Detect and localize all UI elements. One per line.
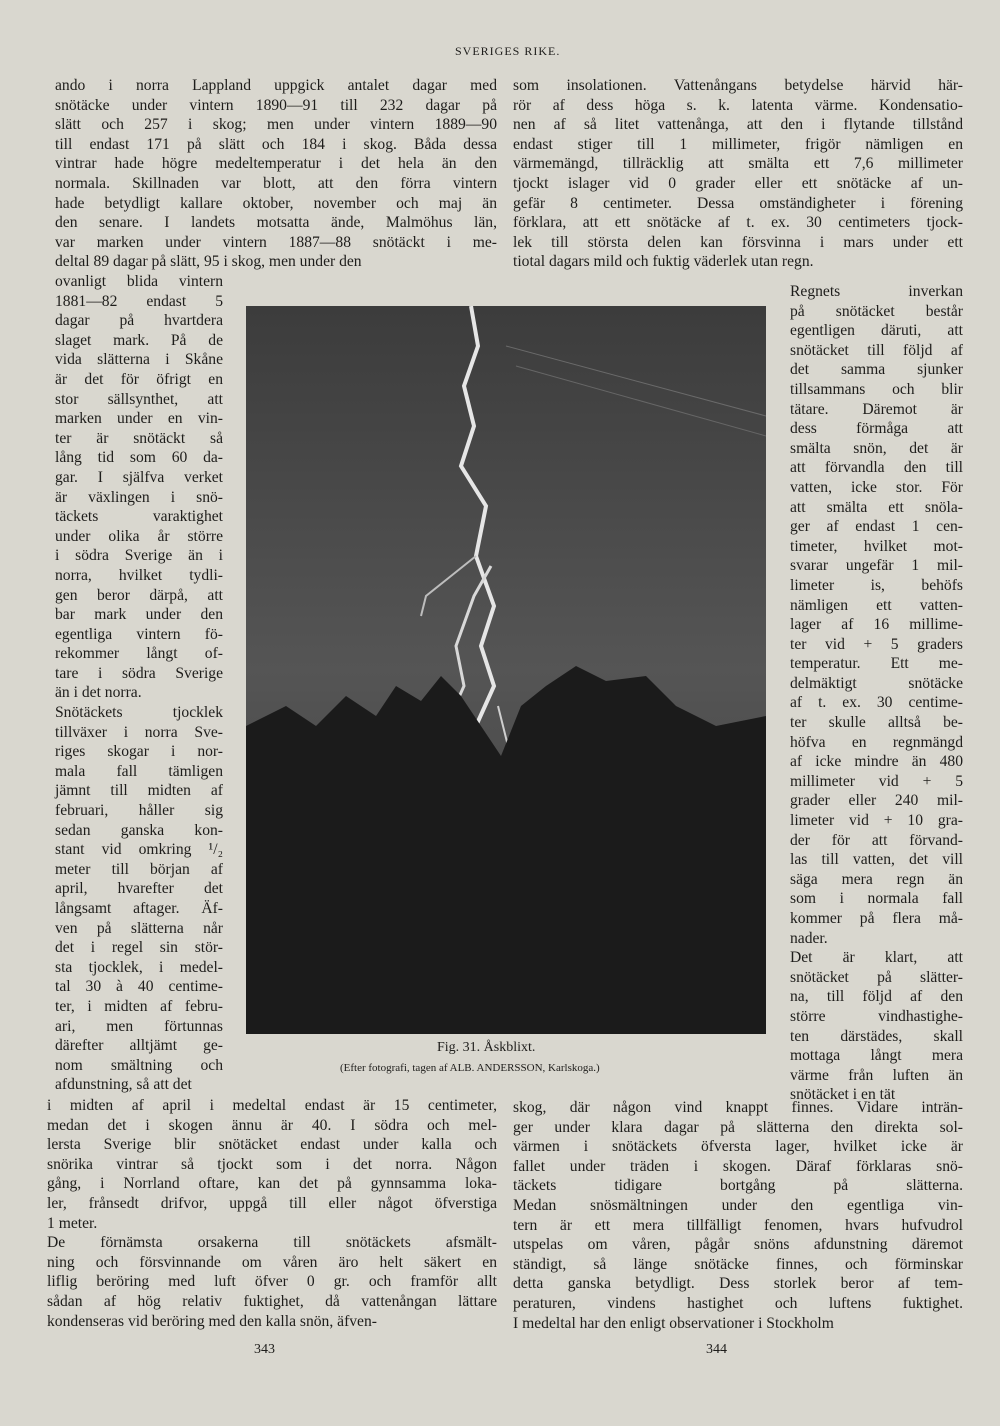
text-line: ovanligt blida vintern: [55, 273, 223, 290]
text-line: tare i södra Sverige: [55, 664, 223, 682]
text-line: kommer på flera må-: [790, 910, 963, 927]
text-line: nämligen ett vatten-: [790, 596, 963, 614]
text-line: Det är klart, att: [790, 949, 963, 967]
text-line: ten därstädes, skall: [790, 1027, 963, 1045]
left-column-bottom: [47, 1096, 497, 1331]
text-line: vatten, icke stor. För: [790, 478, 963, 496]
text-line: nen af så litet vattenånga, att den i flytande tillstånd: [513, 116, 963, 134]
text-line: af icke mindre än 480: [790, 753, 963, 771]
text-line: nader.: [790, 929, 828, 947]
text-line: sta tjocklek, i medel-: [55, 958, 223, 976]
text-line: ler, frånsedt drifvor, uppgå till eller något öfverstiga: [47, 1194, 497, 1212]
text-line: peraturen, vindens hastighet och luftens fuktighet.: [513, 1294, 963, 1312]
text-line: Medan snösmältningen under den egentliga vin-: [513, 1196, 963, 1214]
text-line: snötäcke under vintern 1890—91 till 232 dagar på: [55, 96, 497, 114]
text-line: De förnämsta orsakerna till snötäckets afsmält-: [47, 1234, 497, 1252]
text-line: det i regel sin stör-: [55, 939, 223, 957]
text-line: på snötäcket består: [790, 302, 963, 320]
text-line: Snötäckets tjocklek: [55, 704, 223, 722]
text-line: af t. ex. 30 centime-: [790, 694, 963, 712]
text-line: gen beror därpå, att: [55, 586, 223, 604]
text-line: tillväxer i norra Sve-: [55, 723, 223, 741]
page-number-right: 344: [706, 1342, 727, 1357]
text-line: april, hvarefter det: [55, 880, 223, 898]
text-line: att förvandla den till: [790, 459, 963, 477]
text-line: i midten af april i medeltal endast är 15 centimeter,: [47, 1097, 497, 1114]
text-line: snörika vintrar så tjockt som i det norra. Någon: [47, 1155, 497, 1173]
text-line: är det för öfrigt en: [55, 370, 223, 388]
text-line: ven på slätterna når: [55, 919, 223, 937]
text-line: långsamt aftager. Äf-: [55, 900, 223, 917]
text-line: lek till största delen kan försvinna i mars under ett: [513, 233, 963, 251]
text-line: dess förmåga att: [790, 420, 963, 438]
text-line: jämnt till midten af: [55, 782, 223, 800]
text-line: grader eller 240 mil-: [790, 792, 963, 810]
text-line: egentliga vintern fö-: [55, 625, 223, 643]
text-line: 1881—82 endast 5: [55, 292, 223, 310]
text-line: snötäcket i en tät: [790, 1086, 896, 1104]
text-line: temperatur. Ett me-: [790, 655, 963, 673]
text-line: utspelas om våren, pågår snöns afdunstning däremot: [513, 1236, 963, 1254]
text-line: värmen i snötäckets öfversta lager, hvilket icke är: [513, 1138, 963, 1156]
right-column-bottom: [513, 1098, 963, 1333]
text-line: gefär 8 centimeter. Dessa omständigheter i förening: [513, 194, 963, 212]
text-line: är växlingen i snö-: [55, 488, 223, 506]
text-line: ari, men förtunnas: [55, 1017, 223, 1035]
text-line: norra, hvilket tydli-: [55, 566, 223, 584]
text-line: dagar på hvartdera: [55, 312, 223, 330]
text-line: ter, i midten af febru-: [55, 997, 223, 1015]
text-line: marken under en vin-: [55, 410, 223, 428]
text-line: sådan af hög relativ fuktighet, då vattenångan lättare: [47, 1292, 497, 1310]
text-line: mala fall tämligen: [55, 762, 223, 780]
lightning-photograph: [246, 306, 766, 1034]
text-line: skog, där någon vind knappt finnes. Vidare inträn-: [513, 1099, 963, 1116]
text-line: deltal 89 dagar på slätt, 95 i skog, men under den: [55, 253, 362, 271]
text-line: ständigt, så länge snötäcke finnes, och förminskar: [513, 1255, 963, 1273]
text-line: var marken under vintern 1887—88 snötäckt i me-: [55, 233, 497, 251]
page-number-left: 343: [254, 1342, 275, 1357]
text-line: än i det norra.: [55, 684, 142, 702]
text-line: kondenseras vid beröring med den kalla snön, äfven-: [47, 1312, 377, 1330]
text-line: liflig beröring med luft öfver 0 gr. och framför allt: [47, 1273, 497, 1291]
text-line: timeter, hvilket mot-: [790, 537, 963, 555]
text-line: limeter vid + 10 gra-: [790, 812, 963, 830]
text-line: ter skulle alltså be-: [790, 714, 963, 732]
text-line: gång, i Norrland oftare, kan det på gynnsamma loka-: [47, 1175, 497, 1193]
text-line: att smälta ett snöla-: [790, 498, 963, 516]
figure-caption: Fig. 31. Åskblixt.: [437, 1040, 536, 1055]
text-line: na, till följd af den: [790, 988, 963, 1006]
text-line: sedan ganska kon-: [55, 821, 223, 839]
text-line: nom smältning och: [55, 1056, 223, 1074]
text-line: meter till början af: [55, 860, 223, 878]
text-line: mottaga långt mera: [790, 1047, 963, 1065]
figure-credit: (Efter fotografi, tagen af ALB. ANDERSSON, Karlskoga.): [340, 1062, 600, 1074]
text-line: delmäktigt snötäcke: [790, 674, 963, 692]
text-line: tjockt islager vid 0 grader eller ett snötäcke af un-: [513, 174, 963, 192]
text-line: stant vid omkring ¹/₂: [55, 841, 223, 859]
text-line: därefter alltjämt ge-: [55, 1037, 223, 1055]
text-line: ger af endast 1 cen-: [790, 518, 963, 536]
text-line: 1 meter.: [47, 1214, 98, 1232]
text-line: endast stiger till 1 millimeter, frigör nämligen en: [513, 135, 963, 153]
text-line: detta ganska betydligt. Dess storlek beror af tem-: [513, 1275, 963, 1293]
text-line: som insolationen. Vattenångans betydelse härvid här-: [513, 77, 963, 94]
left-column-narrow: [55, 272, 223, 1095]
text-line: ter är snötäckt så: [55, 429, 223, 447]
text-line: limeter is, behöfs: [790, 576, 963, 594]
text-line: I medeltal har den enligt observationer i Stockholm: [513, 1314, 834, 1332]
text-line: tiotal dagars mild och fuktig väderlek utan regn.: [513, 253, 814, 271]
text-line: vida slätterna i Skåne: [55, 351, 223, 369]
text-line: större vindhastighe-: [790, 1007, 963, 1025]
text-line: medan det i skogen ännu är 40. I södra och mel-: [47, 1116, 497, 1134]
text-line: förklara, att ett snötäcke af t. ex. 30 centimeters tjock-: [513, 214, 963, 232]
text-line: smälta snön, det är: [790, 439, 963, 457]
text-line: hade betydligt kallare oktober, november och maj än: [55, 194, 497, 212]
text-line: som i normala fall: [790, 890, 963, 908]
text-line: rekommer långt of-: [55, 645, 223, 663]
text-line: las till vatten, det vill: [790, 851, 963, 869]
text-line: ning och försvinnande om våren äro helt säkert en: [47, 1253, 497, 1271]
text-line: lång tid som 60 da-: [55, 449, 223, 467]
text-line: värmemängd, tillräcklig att smälta ett 7,6 millimeter: [513, 155, 963, 173]
text-line: Regnets inverkan: [790, 283, 963, 300]
text-line: värme från luften än: [790, 1066, 963, 1084]
text-line: det samma sjunker: [790, 361, 963, 379]
text-line: tillsammans och blir: [790, 380, 963, 398]
text-line: höfva en regnmängd: [790, 733, 963, 751]
text-line: bar mark under den: [55, 606, 223, 624]
text-line: afdunstning, så att det: [55, 1076, 192, 1094]
text-line: täckets tidigare bortgång på slätterna.: [513, 1177, 963, 1195]
text-line: vintrar hade högre medeltemperatur i det hela än den: [55, 155, 497, 173]
text-line: slätt och 257 i skog; men under vintern 1889—90: [55, 116, 497, 134]
right-column-top: [513, 76, 963, 272]
text-line: ter vid + 5 graders: [790, 635, 963, 653]
text-line: egentligen däruti, att: [790, 322, 963, 340]
text-line: under olika år större: [55, 527, 223, 545]
text-line: täckets varaktighet: [55, 508, 223, 526]
text-line: rör af dess höga s. k. latenta värme. Kondensatio-: [513, 96, 963, 114]
right-column-narrow: [790, 282, 963, 1105]
text-line: gar. I själfva verket: [55, 468, 223, 486]
text-line: tätare. Däremot är: [790, 400, 963, 418]
text-line: millimeter vid + 5: [790, 772, 963, 790]
text-line: tern är ett mera tillfälligt fenomen, hvars hufvudrol: [513, 1216, 963, 1234]
text-line: den senare. I landets motsatta ände, Malmöhus län,: [55, 214, 497, 232]
text-line: ando i norra Lappland uppgick antalet dagar med: [55, 77, 497, 94]
left-column-top: [55, 76, 497, 272]
text-line: fallet under träden i skogen. Däraf förklaras snö-: [513, 1157, 963, 1175]
text-line: snötäcket på slätter-: [790, 968, 963, 986]
text-line: stor sällsynthet, att: [55, 390, 223, 408]
text-line: lersta Sverige blir snötäcket endast under kalla och: [47, 1136, 497, 1154]
text-line: snötäcket till följd af: [790, 341, 963, 359]
text-line: tal 30 à 40 centime-: [55, 978, 223, 996]
text-line: normala. Skillnaden var blott, att den förra vintern: [55, 174, 497, 192]
text-line: ger under klara dagar på slätterna den direkta sol-: [513, 1118, 963, 1136]
text-line: der för att förvand-: [790, 831, 963, 849]
text-line: säga mera regn än: [790, 870, 963, 888]
running-header: SVERIGES RIKE.: [455, 44, 561, 58]
text-line: februari, håller sig: [55, 802, 223, 820]
text-line: svarar ungefär 1 mil-: [790, 557, 963, 575]
text-line: riges skogar i nor-: [55, 743, 223, 761]
text-line: till endast 171 på slätt och 184 i skog. Båda dessa: [55, 135, 497, 153]
text-line: lager af 16 millime-: [790, 616, 963, 634]
text-line: i södra Sverige än i: [55, 547, 223, 565]
text-line: slaget mark. På de: [55, 331, 223, 349]
